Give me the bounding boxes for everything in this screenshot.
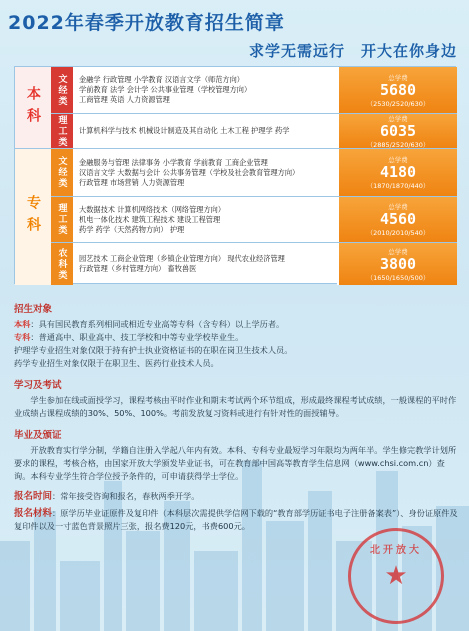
fee-detail: （2885/2520/630） xyxy=(366,140,430,149)
fee-table xyxy=(14,66,456,284)
category-label: 理工类 xyxy=(51,197,73,242)
enroll-materials: 报名材料：原学历毕业证原件及复印件（本科层次需提供学信网下载的“教育部学历证书电子注册备案表”）、身份证原件及复印件以及一寸蓝色背景照片三张，报名费120元，书费600元。 xyxy=(14,508,458,531)
table-row xyxy=(51,197,457,243)
majors-list: 大数据技术 计算机网络技术（网络管理方向） 机电一体化技术 建筑工程技术 建设工程管理 药学 药学（天然药物方向） 护理 xyxy=(79,204,226,234)
fee-box: 总学费 5680 （2530/2520/630） xyxy=(337,67,457,113)
enroll-time: 报名时间：常年接受咨询和报名，春秋两季开学。 xyxy=(14,491,200,502)
fee-total: 6035 xyxy=(379,121,417,140)
fee-total: 4180 xyxy=(379,163,417,181)
enroll-pharmacy: 药学专业招生对象仅限于在职卫生、医药行业技术人员。 xyxy=(14,358,219,368)
slogan: 求学无需远行 开大在你身边 xyxy=(248,42,457,60)
fee-box: 总学费 4180 （1870/1870/440） xyxy=(337,149,457,196)
table-row xyxy=(51,67,457,114)
category-label: 文经类 xyxy=(51,67,73,113)
section-title-graduate: 毕业及颁证 xyxy=(14,430,62,441)
majors-list: 园艺技术 工商企业管理（乡镇企业管理方向） 现代农业经济管理 行政管理（乡村管理方向） 畜牧兽医 xyxy=(79,254,285,273)
majors-list: 计算机科学与技术 机械设计制造及其自动化 土木工程 护理学 药学 xyxy=(79,126,290,135)
enroll-zhuanke: 专科：普通高中、职业高中、技工学校和中等专业学校毕业生。 xyxy=(14,332,244,342)
level-benke-label: 本科 xyxy=(15,67,51,149)
enroll-benke: 本科：具有国民教育系列相同或相近专业高等专科（含专科）以上学历者。 xyxy=(14,319,285,329)
majors-list: 金融服务与管理 法律事务 小学教育 学前教育 工商企业管理 汉语言文学 大数据与会计 公共事务管理（学校及社会教育管理方向） 行政管理 市场营销 人力资源管理 xyxy=(79,157,300,187)
graduate-text: 开放教育实行学分制，学籍自注册入学起八年内有效。本科、专科专业最短学习年限均为两年半。学生修完教学计划所要求的课程，考核合格，由国家开放大学颁发毕业证书，可在教育部中国高等教育学生信息网（www.chsi.com.cn）查询。本科专业学生符合学位授予条件的，可申请获得学士学位。 xyxy=(14,445,457,481)
majors-list: 金融学 行政管理 小学教育 汉语言文学（师范方向） 学前教育 法学 会计学 公共事业管理（学校管理方向） 工商管理 英语 人力资源管理 xyxy=(79,75,252,104)
fee-detail: （1650/1650/500） xyxy=(366,273,430,282)
fee-box: 总学费 6035 （2885/2520/630） xyxy=(337,114,457,148)
category-label: 文经类 xyxy=(51,149,73,196)
fee-box: 总学费 3800 （1650/1650/500） xyxy=(337,243,457,285)
enroll-nursing: 护理学专业招生对象仅限于持有护士执业资格证书的在职在岗卫生技术人员。 xyxy=(14,345,293,355)
seal-text: 北开放大 xyxy=(370,545,422,556)
study-text: 学生参加在线或面授学习，课程考核由平时作业和期末考试两个环节组成，形成最终课程考试成绩，一般课程的平时作业成绩占课程成绩的30%、50%、100%。考前发放复习资料或进行有针对性的面授辅导。 xyxy=(14,395,457,418)
table-row xyxy=(51,114,457,149)
section-title-study: 学习及考试 xyxy=(14,380,62,391)
category-label: 农科类 xyxy=(51,243,73,285)
table-row xyxy=(51,243,457,285)
fee-total: 5680 xyxy=(379,80,417,99)
fee-total: 3800 xyxy=(379,254,417,273)
page-title: 2022年春季开放教育招生简章 xyxy=(8,12,285,34)
fee-detail: （2010/2010/540） xyxy=(366,229,430,237)
fee-box: 总学费 4560 （2010/2010/540） xyxy=(337,197,457,242)
star-icon: ★ xyxy=(384,561,408,591)
fee-detail: （1870/1870/440） xyxy=(366,182,430,190)
level-zhuanke-label: 专科 xyxy=(15,149,51,285)
table-row xyxy=(51,149,457,197)
category-label: 理工类 xyxy=(51,114,73,148)
section-title-enroll: 招生对象 xyxy=(14,304,53,315)
official-seal xyxy=(348,528,444,624)
fee-total: 4560 xyxy=(379,210,417,228)
info-content xyxy=(14,294,458,533)
fee-detail: （2530/2520/630） xyxy=(366,99,430,108)
